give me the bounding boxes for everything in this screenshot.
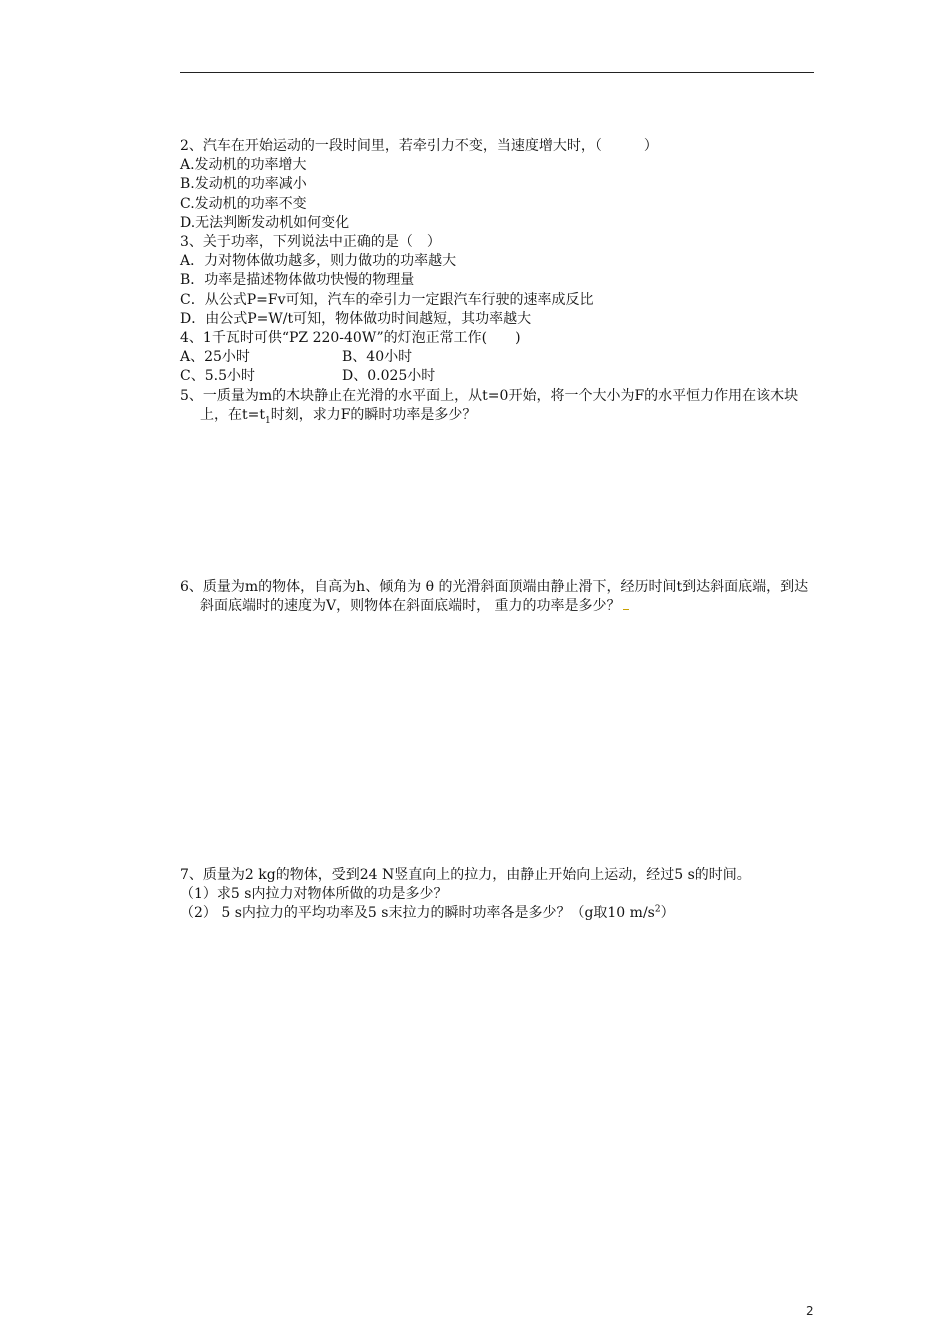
question-7-part-2-text-b: ） (660, 905, 675, 922)
question-4-option-b: B、40小时 (342, 349, 413, 366)
question-5-stem (180, 387, 816, 425)
question-3-option-d: D．由公式P=W/t可知，物体做功时间越短，其功率越大 (180, 310, 532, 327)
edit-mark (623, 599, 629, 610)
question-7-part-1: （1）求5 s内拉力对物体所做的功是多少？ (180, 886, 448, 903)
question-6-stem (180, 578, 816, 616)
question-6-stem-text: 6、质量为m的物体，自高为h、倾角为 θ 的光滑斜面顶端由静止滑下，经历时间t到达斜面底端，到达斜面底端时的速度为V，则物体在斜面底端时， 重力的功率是多少？ (180, 579, 809, 615)
question-3-option-a: A．力对物体做功越多，则力做功的功率越大 (180, 253, 457, 270)
question-4-option-d: D、0.025小时 (342, 368, 436, 385)
question-3-option-c: C．从公式P=Fv可知，汽车的牵引力一定跟汽车行驶的速率成反比 (180, 291, 594, 308)
question-6 (180, 578, 816, 616)
question-5-stem-text-a: 5、一质量为m的木块静止在光滑的水平面上，从t=0开始，将一个大小为F的水平恒力作用在该木块上，在t=t (180, 388, 799, 424)
question-2-stem: 2、汽车在开始运动的一段时间里，若牵引力不变，当速度增大时，（ ） (180, 138, 658, 154)
question-3-stem: 3、关于功率，下列说法中正确的是（ ） (180, 234, 441, 250)
question-7-part-2 (180, 904, 816, 923)
question-2-option-b: B.发动机的功率减小 (180, 176, 307, 193)
question-4-options-row-2 (180, 367, 816, 386)
question-2-option-c: C.发动机的功率不变 (180, 195, 307, 212)
question-5-subscript: 1 (264, 416, 271, 426)
question-2 (180, 137, 816, 233)
page-number: 2 (806, 1304, 814, 1318)
question-3 (180, 233, 816, 329)
question-4-stem: 4、1千瓦时可供“PZ 220-40W”的灯泡正常工作( ) (180, 330, 521, 346)
question-7-part-2-text-a: （2） 5 s内拉力的平均功率及5 s末拉力的瞬时功率各是多少？（g取10 m/s (180, 905, 655, 922)
question-4-option-a: A、25小时 (180, 349, 250, 366)
question-3-option-b: B．功率是描述物体做功快慢的物理量 (180, 272, 415, 289)
question-7 (180, 866, 816, 924)
header-rule (180, 72, 814, 73)
question-2-option-d: D.无法判断发动机如何变化 (180, 214, 350, 231)
question-7-superscript: 2 (654, 904, 661, 915)
question-2-option-a: A.发动机的功率增大 (180, 157, 307, 174)
question-5 (180, 387, 816, 425)
question-5-stem-text-b: 时刻，求力F的瞬时功率是多少？ (270, 407, 477, 424)
question-4 (180, 329, 816, 387)
question-4-options-row-1 (180, 348, 816, 367)
question-4-option-c: C、5.5小时 (180, 368, 255, 385)
question-7-stem: 7、质量为2 kg的物体，受到24 N竖直向上的拉力，由静止开始向上运动，经过5 s的时间。 (180, 867, 751, 883)
